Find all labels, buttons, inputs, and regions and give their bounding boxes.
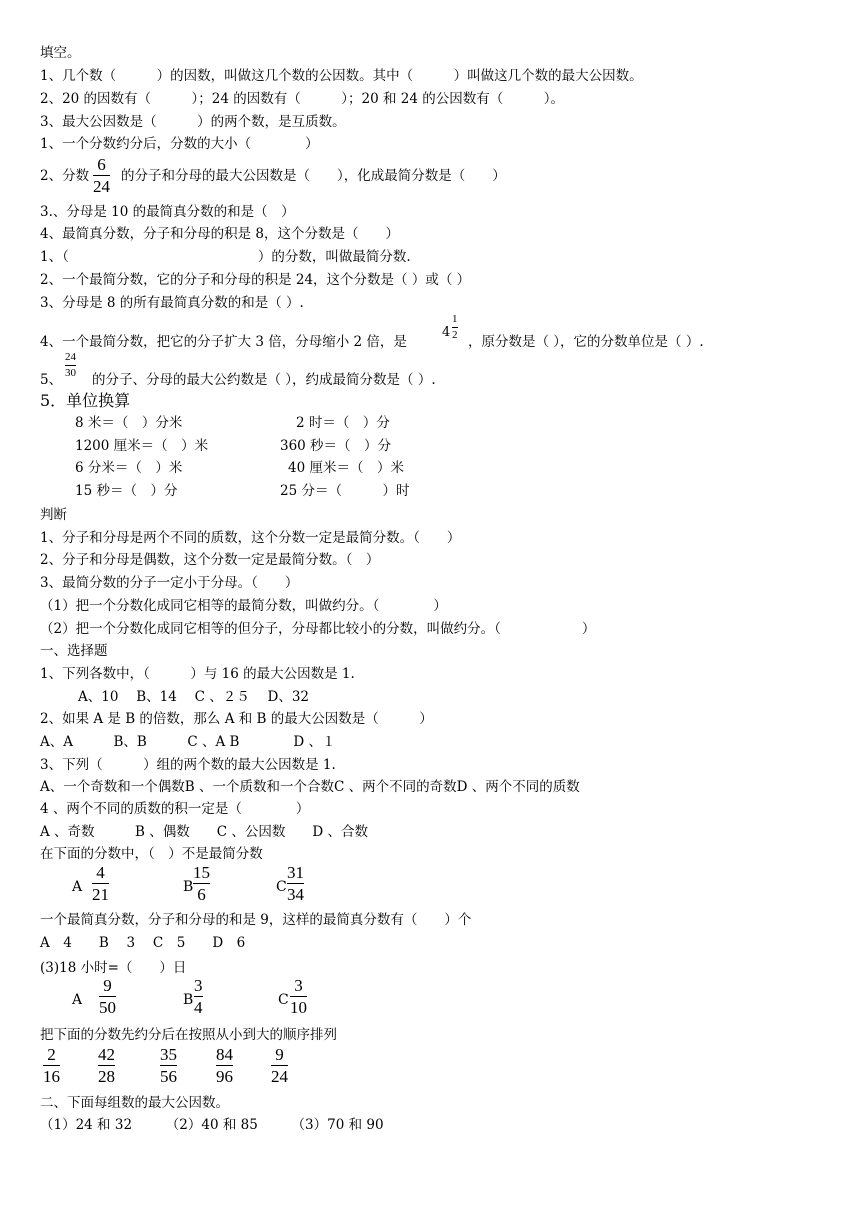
fraction-denominator: 6 (197, 885, 206, 904)
judge-question: （1）把一个分数化成同它相等的最简分数，叫做约分。（ ） (40, 598, 447, 614)
fraction (452, 314, 458, 341)
fraction (99, 977, 116, 1016)
unit-item: 8 米＝（ ）分米 (75, 415, 183, 431)
fraction-denominator: 21 (92, 885, 109, 904)
option-label: C (278, 992, 289, 1008)
choice-options: A、10 B、14 C 、２５ D、32 (78, 689, 310, 705)
fraction-denominator: 16 (43, 1067, 60, 1086)
unit-item: 40 厘米＝（ ）米 (288, 460, 404, 476)
fraction (43, 1046, 60, 1085)
fraction (194, 977, 203, 1016)
judge-question: 3、最简分数的分子一定小于分母。（ ） (40, 575, 299, 591)
fraction-numerator: 42 (98, 1045, 115, 1064)
fraction (290, 977, 307, 1016)
fraction-numerator: 15 (193, 863, 210, 882)
fraction-bar (452, 327, 458, 328)
judge-question: 2、分子和分母是偶数，这个分数一定是最简分数。（ ） (40, 552, 380, 568)
fraction-bar (287, 883, 304, 884)
section-heading-fill: 填空。 (40, 45, 81, 61)
fill-question: 2、20 的因数有（ ）；24 的因数有（ ）；20 和 24 的公因数有（ ）。 (40, 91, 565, 107)
fraction-numerator: 1 (452, 313, 458, 325)
fraction-numerator: 24 (65, 351, 76, 363)
fraction (92, 864, 109, 903)
section-heading-choice: 一、选择题 (40, 643, 108, 659)
fraction-numerator: 3 (194, 976, 203, 995)
fraction (287, 864, 304, 903)
judge-question: （2）把一个分数化成同它相等的但分子，分母都比较小的分数，叫做约分。（ ） (40, 621, 596, 637)
fraction-numerator: 2 (47, 1045, 56, 1064)
fill-question: 1、一个分数约分后，分数的大小（ ） (40, 136, 319, 152)
fill-question-text: 的分子、分母的最大公约数是（ ），约成最简分数是（ ）. (92, 372, 436, 388)
unit-item: 360 秒＝（ ）分 (280, 438, 392, 454)
fraction-numerator: 31 (287, 863, 304, 882)
fraction-denominator: 24 (93, 177, 110, 196)
unit-item: 2 时＝（ ）分 (296, 415, 390, 431)
fraction-bar (92, 883, 109, 884)
fraction (65, 352, 76, 379)
fraction-numerator: 6 (97, 155, 106, 174)
fraction-bar (99, 996, 116, 997)
fraction-denominator: 28 (98, 1067, 115, 1086)
section-heading-units: 5．单位换算 (40, 391, 131, 410)
fraction (271, 1046, 288, 1085)
fraction-bar (65, 365, 76, 366)
choice-options: A 、奇数 B 、偶数 C 、公因数 D 、合数 (40, 824, 368, 840)
fraction-bar (93, 175, 110, 176)
unit-item: 25 分＝（ ）时 (280, 483, 410, 499)
fraction-bar (194, 996, 203, 997)
fraction-bar (43, 1065, 60, 1066)
fraction-bar (193, 883, 210, 884)
fraction (193, 864, 210, 903)
fraction-denominator: 4 (194, 998, 203, 1017)
unit-item: 15 秒＝（ ）分 (75, 483, 178, 499)
fill-question-text: 5、 (40, 372, 63, 388)
fraction (216, 1046, 233, 1085)
fraction-bar (98, 1065, 115, 1066)
fraction-numerator: 9 (103, 976, 112, 995)
fill-question-text: 2、分数 (40, 168, 90, 184)
option-label: B (183, 879, 194, 895)
fraction-numerator: 35 (160, 1045, 177, 1064)
fraction-numerator: 9 (275, 1045, 284, 1064)
fill-question-text: ，原分数是（ ），它的分数单位是（ ）. (468, 334, 704, 350)
option-label: A (72, 879, 83, 895)
option-label: C (276, 879, 287, 895)
choice-question: 在下面的分数中，（ ）不是最简分数 (40, 846, 263, 862)
fill-question: 1、（ ）的分数，叫做最简分数. (40, 249, 411, 265)
fraction-denominator: 56 (160, 1067, 177, 1086)
fraction-denominator: 50 (99, 998, 116, 1017)
choice-options: A、A B、B C 、A B D 、１ (40, 734, 336, 750)
fraction-denominator: 24 (271, 1067, 288, 1086)
choice-question: (3)18 小时=（ ）日 (40, 960, 187, 976)
gcd-items: （1）24 和 32 （2）40 和 85 （3）70 和 90 (40, 1117, 384, 1133)
fraction-denominator: 96 (216, 1067, 233, 1086)
fraction (93, 156, 110, 195)
fill-question-text: 的分子和分母的最大公因数是（ ），化成最简分数是（ ） (121, 168, 506, 184)
fraction-denominator: 34 (287, 885, 304, 904)
choice-question: 3、下列（ ）组的两个数的最大公因数是 1. (40, 757, 336, 773)
judge-question: 1、分子和分母是两个不同的质数，这个分数一定是最简分数。（ ） (40, 530, 461, 546)
fill-question-text: 4、一个最简分数，把它的分子扩大 3 倍，分母缩小 2 倍，是 (40, 334, 407, 350)
fraction-bar (290, 996, 307, 997)
fraction-bar (160, 1065, 177, 1066)
fraction-denominator: 30 (65, 367, 76, 379)
fraction (160, 1046, 177, 1085)
fraction-denominator: 10 (290, 998, 307, 1017)
choice-options: A、一个奇数和一个偶数B 、一个质数和一个合数C 、两个不同的奇数D 、两个不同的质数 (40, 779, 580, 795)
fill-question: 4、最简真分数，分子和分母的积是 8，这个分数是（ ） (40, 226, 399, 242)
choice-options: A 4 B 3 C 5 D 6 (40, 935, 246, 951)
mixed-number-whole: 4 (442, 325, 451, 340)
fill-question: 3、最大公因数是（ ）的两个数，是互质数。 (40, 114, 346, 130)
option-label: A (72, 992, 83, 1008)
choice-question: 一个最简真分数，分子和分母的和是 9，这样的最简真分数有（ ）个 (40, 912, 472, 928)
fraction-bar (271, 1065, 288, 1066)
choice-question: 把下面的分数先约分后在按照从小到大的顺序排列 (40, 1027, 337, 1043)
section-heading-judge: 判断 (40, 507, 67, 523)
choice-question: 2、如果 A 是 B 的倍数，那么 A 和 B 的最大公因数是（ ） (40, 711, 433, 727)
fraction-numerator: 4 (96, 863, 105, 882)
fill-question: 2、一个最简分数，它的分子和分母的积是 24，这个分数是（ ）或（ ） (40, 272, 471, 288)
choice-question: 4 、两个不同的质数的积一定是（ ） (40, 801, 310, 817)
fill-question: 1、几个数（ ）的因数，叫做这几个数的公因数。其中（ ）叫做这几个数的最大公因数。 (40, 68, 643, 84)
section-heading-gcd: 二、下面每组数的最大公因数。 (40, 1095, 229, 1111)
unit-item: 6 分米＝（ ）米 (75, 460, 183, 476)
fraction-numerator: 84 (216, 1045, 233, 1064)
fill-question: 3、分母是 8 的所有最简真分数的和是（ ）. (40, 295, 304, 311)
fraction (98, 1046, 115, 1085)
fraction-denominator: 2 (452, 329, 458, 341)
option-label: B (183, 992, 194, 1008)
fraction-bar (216, 1065, 233, 1066)
choice-question: 1、下列各数中，（ ）与 16 的最大公因数是 1. (40, 666, 355, 682)
unit-item: 1200 厘米＝（ ）米 (75, 438, 209, 454)
fill-question: 3.、分母是 10 的最简真分数的和是（ ） (40, 204, 295, 220)
fraction-numerator: 3 (294, 976, 303, 995)
